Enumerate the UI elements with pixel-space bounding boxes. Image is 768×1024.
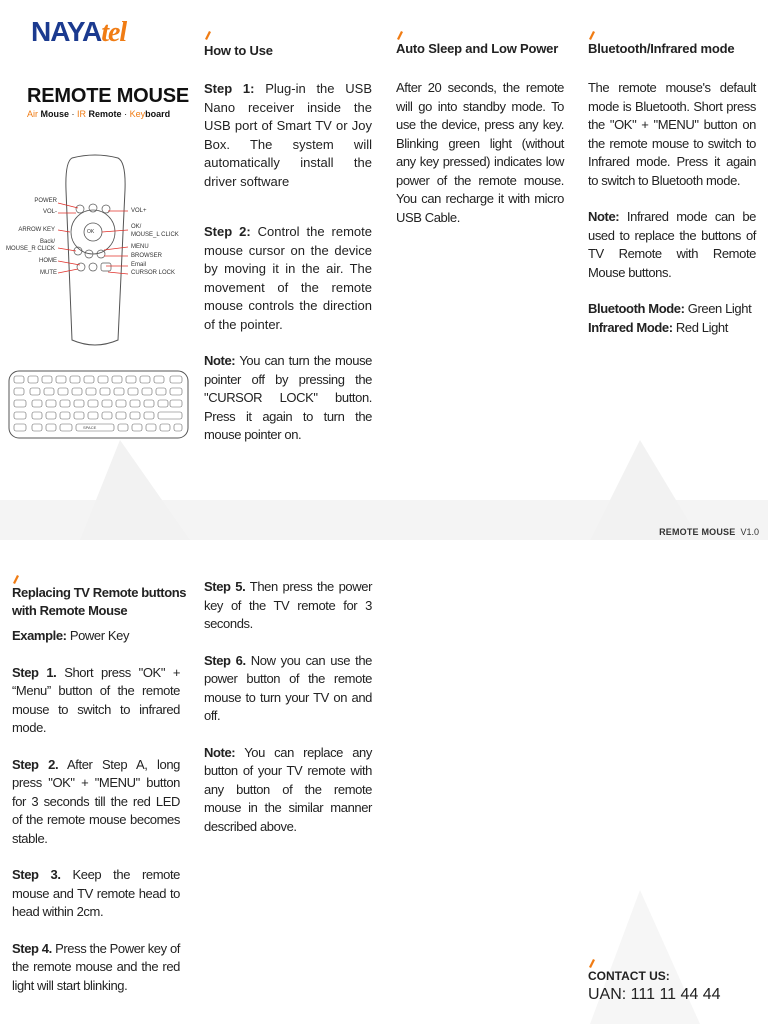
label-cursor-lock: CURSOR LOCK	[131, 270, 176, 276]
accent-mark	[205, 31, 211, 40]
product-tagline: Air Mouse · IR Remote · Keyboard	[27, 109, 171, 119]
label-ok: OK/	[131, 224, 142, 230]
label-home: HOME	[39, 258, 57, 264]
label-power: POWER	[34, 198, 57, 204]
label-mute: MUTE	[40, 270, 57, 276]
contact-heading: CONTACT US:	[588, 969, 670, 983]
ok-button-label: OK	[87, 229, 95, 235]
space-key-label: SPACE	[83, 425, 97, 430]
accent-mark	[397, 31, 403, 40]
label-browser: BROWSER	[131, 253, 163, 259]
label-email: Email	[131, 262, 147, 268]
version-label: REMOTE MOUSE V1.0	[659, 527, 759, 537]
label-vol-plus: VOL+	[131, 208, 147, 214]
keyboard-illustration	[8, 370, 190, 440]
uan-number: UAN: 111 11 44 44	[588, 986, 721, 1003]
how-to-use-heading: How to Use	[204, 43, 273, 58]
label-menu: MENU	[131, 244, 149, 250]
label-vol-minus: VOL-	[42, 209, 57, 215]
accent-mark	[13, 575, 19, 584]
accent-mark	[589, 959, 595, 968]
bluetooth-body: The remote mouse's default mode is Bluetooth. Short press the "OK" + "MENU" button on the remote mouse to switch to Infrared mode. Press it again to switch to Bluetooth mode. Note: Infrared mode can be used to replace the buttons of TV Remote with Remote Mouse buttons. Bluetooth Mode: Green Light Infrared Mode: Red Light	[588, 80, 756, 335]
label-back: Back/	[39, 239, 55, 245]
replacing-body: Example: Power Key Step 1. Short press "OK" + “Menu” button of the remote mouse to switch to infrared mode. Step 2. After Step A, long press "OK" + "MENU" button for 3 seconds till the red LED of the remote mouse becomes stable. Step 3. Keep the remote mouse and TV remote head to head within 2cm. Step 4. Press the Power key of the remote mouse and the red light will start blinking.	[12, 628, 181, 993]
replacing-body-continued: Step 5. Then press the power key of the TV remote for 3 seconds. Step 6. Now you can use the power button of the remote mouse to turn your TV on and off. Note: You can replace any button of your TV remote with any button of the remote mouse in the similar manner described above.	[204, 579, 373, 834]
replacing-heading: Replacing TV Remote buttons with Remote Mouse	[12, 585, 187, 618]
logo-script-text: tel	[101, 17, 127, 48]
auto-sleep-heading: Auto Sleep and Low Power	[396, 41, 559, 56]
product-title: REMOTE MOUSE	[27, 85, 190, 107]
bluetooth-heading: Bluetooth/Infrared mode	[588, 41, 735, 56]
accent-mark	[589, 31, 595, 40]
brand-logo	[31, 16, 126, 49]
logo-main-text: NAYA	[31, 16, 102, 47]
label-mouse-l-click: MOUSE_L CLICK	[131, 232, 179, 238]
label-arrow-key: ARROW KEY	[18, 227, 55, 233]
label-mouse-r-click: MOUSE_R CLICK	[5, 246, 55, 252]
auto-sleep-body: After 20 seconds, the remote will go into standby mode. To use the device, press any key. Blinking green light (without any key pressed) indicates low power of the remote mouse. You can recharge it with micro USB Cable.	[396, 80, 564, 225]
how-to-use-body: Step 1: Plug-in the USB Nano receiver inside the USB port of Smart TV or Joy Box. The system will automatically install the driver software Step 2: Control the remote mouse cursor on the device by moving it in the air. The movement of the remote mouse controls the direction of the pointer. Note: You can turn the mouse pointer off by pressing the "CURSOR LOCK" button. Press it again to turn the mouse pointer on.	[204, 81, 372, 442]
